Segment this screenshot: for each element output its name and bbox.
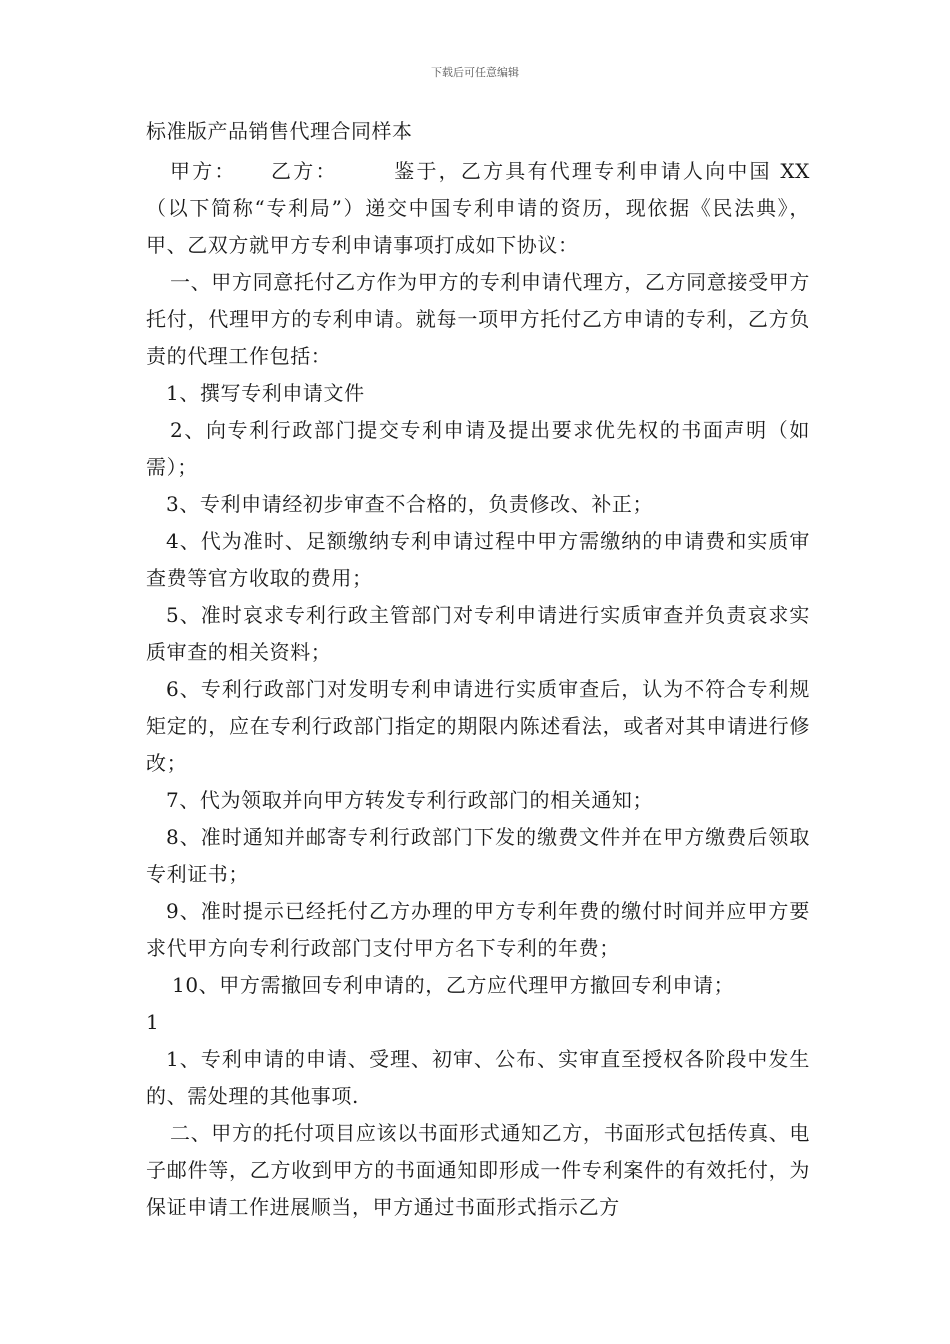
- list-item: 5、准时哀求专利行政主管部门对专利申请进行实质审查并负责哀求实质审查的相关资料；: [146, 603, 810, 664]
- list-item: 1、撰写专利申请文件: [166, 381, 365, 405]
- list-item: 7、代为领取并向甲方转发专利行政部门的相关通知；: [166, 788, 654, 812]
- list-item: 1、专利申请的申请、受理、初审、公布、实审直至授权各阶段中发生的、需处理的其他事项.: [146, 1047, 810, 1108]
- list-item: 2、向专利行政部门提交专利申请及提出要求优先权的书面声明（如需）；: [146, 418, 810, 479]
- list-item: 10、甲方需撤回专利申请的，乙方应代理甲方撤回专利申请；: [172, 973, 735, 997]
- section-2-paragraph: 二、甲方的托付项目应该以书面形式通知乙方，书面形式包括传真、电子邮件等，乙方收到甲方的书面通知即形成一件专利案件的有效托付，为保证申请工作进展顺当，甲方通过书面形式指示乙方: [146, 1121, 810, 1219]
- document-body: [146, 115, 810, 1226]
- list-item: 9、准时提示已经托付乙方办理的甲方专利年费的缴付时间并应甲方要求代甲方向专利行政部门支付甲方名下专利的年费；: [146, 899, 810, 960]
- list-item: 6、专利行政部门对发明专利申请进行实质审查后，认为不符合专利规矩定的，应在专利行政部门指定的期限内陈述看法，或者对其申请进行修改；: [146, 677, 810, 775]
- list-item: 4、代为准时、足额缴纳专利申请过程中甲方需缴纳的申请费和实质审查费等官方收取的费用；: [146, 529, 810, 590]
- list-item: 3、专利申请经初步审查不合格的，负责修改、补正；: [166, 492, 654, 516]
- intro-paragraph: 甲方： 乙方： 鉴于，乙方具有代理专利申请人向中国 XX （以下简称“专利局”）递交中国专利申请的资历，现依据《民法典》，甲、乙双方就甲方专利申请事项打成如下协议：: [146, 159, 810, 257]
- page-header: 下载后可任意编辑: [431, 66, 519, 79]
- section-1-paragraph: 一、甲方同意托付乙方作为甲方的专利申请代理方，乙方同意接受甲方托付，代理甲方的专利申请。就每一项甲方托付乙方申请的专利，乙方负责的代理工作包括：: [146, 270, 810, 368]
- document-title: 标准版产品销售代理合同样本: [146, 119, 413, 143]
- list-item: 1: [146, 1010, 160, 1034]
- list-item: 8、准时通知并邮寄专利行政部门下发的缴费文件并在甲方缴费后领取专利证书；: [146, 825, 810, 886]
